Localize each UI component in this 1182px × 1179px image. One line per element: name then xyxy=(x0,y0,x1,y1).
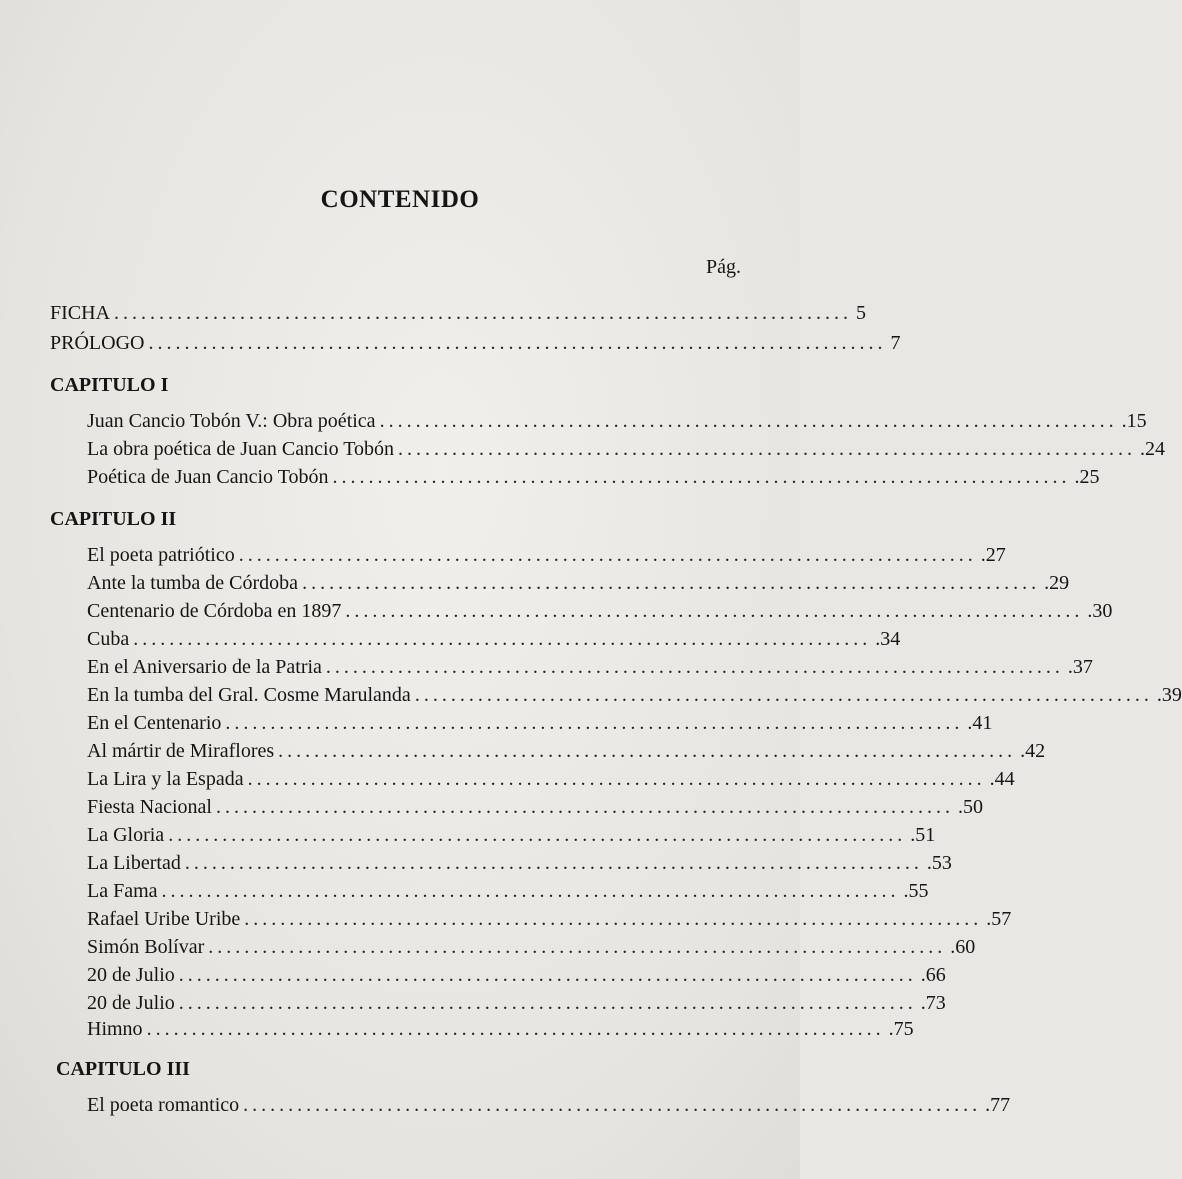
toc-entry xyxy=(87,822,936,848)
toc-entry-page: .75 xyxy=(888,1018,914,1040)
toc-entry xyxy=(87,626,901,652)
toc-entry-label: El poeta romantico xyxy=(87,1094,240,1116)
toc-entry-label: Al mártir de Miraflores xyxy=(87,740,275,762)
dot-leader: .................................................................................. xyxy=(178,964,917,986)
toc-entry-page: .77 xyxy=(985,1094,1011,1116)
toc-entry xyxy=(50,300,867,326)
toc-entry-page: .29 xyxy=(1044,572,1070,594)
toc-entry xyxy=(87,934,976,960)
toc-entry xyxy=(87,710,993,736)
dot-leader: .................................................................................. xyxy=(302,572,1041,594)
toc-entry-page: .37 xyxy=(1067,656,1093,678)
dot-leader: .................................................................................. xyxy=(161,880,900,902)
toc-entry-page: .44 xyxy=(989,768,1015,790)
dot-leader: .................................................................................. xyxy=(208,936,947,958)
toc-entry xyxy=(87,1016,914,1042)
chapter-heading: CAPITULO III xyxy=(56,1058,190,1080)
toc-entry-page: .57 xyxy=(986,908,1012,930)
chapter-heading: CAPITULO II xyxy=(50,508,177,530)
dot-leader: .................................................................................. xyxy=(345,600,1084,622)
toc-entry-label: Rafael Uribe Uribe xyxy=(87,908,241,930)
toc-entry xyxy=(87,598,1113,624)
toc-entry-label: FICHA xyxy=(50,302,111,324)
toc-entry-page: .73 xyxy=(920,992,946,1014)
toc-entry-label: 20 de Julio xyxy=(87,964,175,986)
toc-entry-label: La Libertad xyxy=(87,852,181,874)
toc-entry-label: El poeta patriótico xyxy=(87,544,235,566)
dot-leader: .................................................................................. xyxy=(379,410,1118,432)
dot-leader: .................................................................................. xyxy=(325,656,1064,678)
toc-entry-page: .30 xyxy=(1087,600,1113,622)
toc-entry xyxy=(87,794,983,820)
toc-entry-page: .15 xyxy=(1121,410,1147,432)
toc-entry xyxy=(87,464,1100,490)
toc-entry-page: .24 xyxy=(1140,438,1166,460)
dot-leader: .................................................................................. xyxy=(114,302,853,324)
toc-entry-label: En el Aniversario de la Patria xyxy=(87,656,322,678)
dot-leader: .................................................................................. xyxy=(215,796,954,818)
dot-leader: .................................................................................. xyxy=(332,466,1071,488)
dot-leader: .................................................................................. xyxy=(184,852,923,874)
toc-entry-label: La Lira y la Espada xyxy=(87,768,244,790)
toc-entry-page: .25 xyxy=(1074,466,1100,488)
toc-entry-label: La Fama xyxy=(87,880,158,902)
toc-entry xyxy=(87,1092,1011,1118)
toc-entry xyxy=(87,878,929,904)
toc-entry-label: Cuba xyxy=(87,628,130,650)
dot-leader: .................................................................................. xyxy=(225,712,964,734)
chapter-heading: CAPITULO I xyxy=(50,374,169,396)
toc-entry xyxy=(87,962,946,988)
page-title: CONTENIDO xyxy=(320,186,480,213)
toc-entry-page: 5 xyxy=(856,302,867,324)
toc-entry-page: .60 xyxy=(950,936,976,958)
toc-entry-page: .39 xyxy=(1156,684,1182,706)
page-column-label: Pág. xyxy=(706,256,741,278)
dot-leader: .................................................................................. xyxy=(278,740,1017,762)
dot-leader: .................................................................................. xyxy=(247,768,986,790)
toc-entry-label: Juan Cancio Tobón V.: Obra poética xyxy=(87,410,376,432)
toc-entry xyxy=(87,906,1012,932)
toc-entry-page: 7 xyxy=(890,332,901,354)
toc-entry xyxy=(87,542,1006,568)
toc-entry xyxy=(87,850,952,876)
toc-entry-label: En la tumba del Gral. Cosme Marulanda xyxy=(87,684,411,706)
toc-entry xyxy=(87,682,1182,708)
toc-entry xyxy=(87,408,1147,434)
toc-entry xyxy=(87,990,946,1016)
toc-entry-label: Himno xyxy=(87,1018,143,1040)
toc-entry-page: .27 xyxy=(980,544,1006,566)
toc-entry xyxy=(87,436,1166,462)
toc-entry-label: 20 de Julio xyxy=(87,992,175,1014)
toc-entry-label: Poética de Juan Cancio Tobón xyxy=(87,466,329,488)
toc-entry xyxy=(87,738,1046,764)
dot-leader: .................................................................................. xyxy=(133,628,872,650)
toc-entry-page: .55 xyxy=(903,880,929,902)
toc-entry-label: Ante la tumba de Córdoba xyxy=(87,572,299,594)
dot-leader: .................................................................................. xyxy=(238,544,977,566)
toc-entry xyxy=(87,766,1015,792)
dot-leader: .................................................................................. xyxy=(146,1018,885,1040)
dot-leader: .................................................................................. xyxy=(178,992,917,1014)
dot-leader: .................................................................................. xyxy=(398,438,1137,460)
toc-entry-page: .51 xyxy=(910,824,936,846)
toc-entry-page: .42 xyxy=(1020,740,1046,762)
toc-entry xyxy=(87,570,1070,596)
toc-entry-page: .41 xyxy=(967,712,993,734)
toc-entry-page: .50 xyxy=(957,796,983,818)
dot-leader: .................................................................................. xyxy=(414,684,1153,706)
toc-entry-label: Centenario de Córdoba en 1897 xyxy=(87,600,342,622)
toc-entry-page: .66 xyxy=(920,964,946,986)
toc-entry-label: La obra poética de Juan Cancio Tobón xyxy=(87,438,395,460)
toc-entry xyxy=(87,654,1093,680)
toc-entry-label: Simón Bolívar xyxy=(87,936,205,958)
dot-leader: .................................................................................. xyxy=(243,1094,982,1116)
toc-entry-label: La Gloria xyxy=(87,824,165,846)
toc-entry xyxy=(50,330,901,356)
toc-entry-page: .34 xyxy=(875,628,901,650)
dot-leader: .................................................................................. xyxy=(168,824,907,846)
toc-entry-label: PRÓLOGO xyxy=(50,332,145,354)
toc-entry-page: .53 xyxy=(926,852,952,874)
toc-entry-label: En el Centenario xyxy=(87,712,222,734)
toc-entry-label: Fiesta Nacional xyxy=(87,796,212,818)
dot-leader: .................................................................................. xyxy=(148,332,887,354)
dot-leader: .................................................................................. xyxy=(244,908,983,930)
